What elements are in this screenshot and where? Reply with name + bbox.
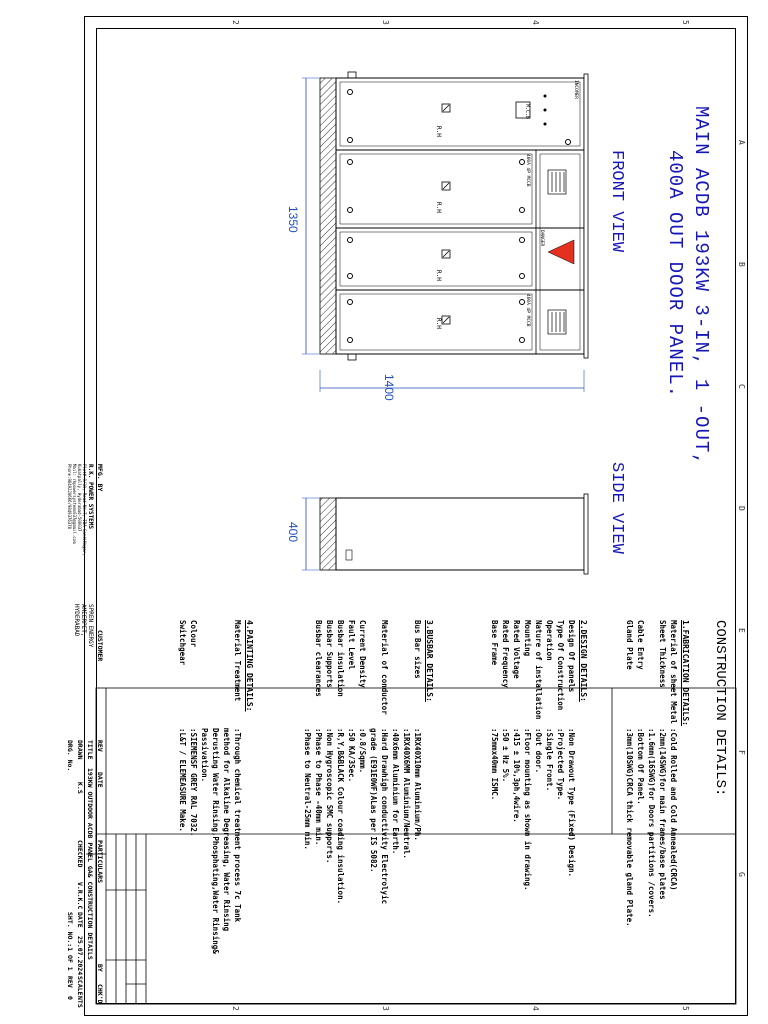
width-dimension: 1400 — [382, 374, 396, 401]
incomer-label: INCOMER — [573, 80, 578, 99]
spec-label: Base Frame — [490, 620, 499, 666]
customer-line: AMEERPET, — [80, 604, 87, 637]
rev-label: REV — [66, 976, 74, 988]
spec-value: Passivation. — [200, 728, 209, 783]
spec-value: :2mm(14SWG)for main frames/base plates — [658, 728, 667, 900]
title-label: TITLE — [86, 740, 94, 760]
rev-header: BY — [96, 964, 104, 972]
drawn-value: K.S — [76, 782, 84, 794]
rev-header: DATE — [96, 772, 104, 788]
spec-label: Rated Voltage — [512, 620, 521, 679]
drawn-label: DRAWN — [76, 740, 84, 760]
rev-header: REV — [96, 740, 104, 752]
mccb-label: 400A 4P MCCB — [525, 154, 530, 187]
checked-label: CHECKED — [76, 840, 84, 868]
customer-line: SPREN ENERGY — [87, 604, 94, 648]
spec-label: Sheet Thickness — [658, 620, 667, 688]
sheet-number: SHT. NO.:1 OF 1 — [66, 912, 74, 971]
construction-heading: CONSTRUCTION DETAILS: — [712, 620, 728, 797]
fabrication-heading: 1.FABRICATION DETAILS: — [681, 620, 690, 726]
spec-value: :Non Hygroscopic SMC supports. — [325, 728, 334, 864]
side-view-label: SIDE VIEW — [607, 462, 626, 554]
front-view-label: FRONT VIEW — [607, 150, 626, 253]
grid-number: 5 — [681, 1006, 690, 1011]
drawing-title-line-2: 400A OUT DOOR PANEL. — [664, 150, 686, 399]
grid-letter: G — [737, 872, 746, 877]
spec-value: :Floor mounting as shown in drawing. — [523, 728, 532, 891]
depth-dimension: 400 — [286, 522, 300, 543]
spec-label: Colour — [189, 620, 198, 648]
side-panel-body — [336, 498, 584, 570]
spec-label: Material Treatment — [233, 620, 242, 702]
spec-label: Busbar Supports — [325, 620, 334, 688]
painting-heading: 4.PAINTING DETAILS: — [245, 620, 254, 712]
front-panel-body — [336, 78, 584, 354]
spec-value: :Bottom Of Panel. — [636, 728, 645, 805]
spec-label: Operation — [545, 620, 554, 661]
spec-value: :L&T / ELEMEASURE Make. — [178, 728, 187, 832]
spec-label: Switchgear — [178, 620, 187, 666]
mfg-line: Phone:9849220666/9849376378 — [67, 464, 72, 530]
spec-label: Gland Plate — [625, 620, 634, 670]
customer-line: HYDERABAD — [73, 604, 80, 637]
scale-value: NTS — [76, 996, 84, 1008]
grid-letter: B — [737, 262, 746, 267]
mccb-label: 400A 4P MCCB — [525, 294, 530, 327]
grid-number: 2 — [231, 20, 240, 25]
spec-label: Cable Entry — [636, 620, 645, 670]
grid-letter: E — [737, 628, 746, 633]
spec-value: :50 ± Hz 5%. — [501, 728, 510, 783]
grid-number: 5 — [681, 20, 690, 25]
spec-value: :Projected Type. — [556, 728, 565, 801]
checked-value: V.R.K.C — [76, 882, 84, 910]
spec-value: :50 KA/3Sec. — [347, 728, 356, 783]
grid-letter: C — [737, 384, 746, 389]
rh-label: R.H — [435, 126, 442, 137]
front-panel-roof — [584, 74, 588, 358]
busbar-heading: 3.BUSBAR DETAILS: — [425, 620, 434, 702]
spec-label: Type Of Construction — [556, 620, 565, 711]
rh-label: R.H — [435, 270, 442, 281]
spec-value: method for Alkaline Degreasing, Water Rinsing — [222, 728, 231, 932]
rev-header: PARTICULARS — [96, 840, 104, 884]
spec-value: :75mmx40mm ISMC. — [490, 728, 499, 801]
mcb-label: M.C.B — [524, 104, 530, 120]
spec-value: :Hard Drawhigh conductivity Electrolyic — [380, 728, 389, 905]
spec-label: Current Density — [358, 620, 367, 688]
spec-value: Derusting Water Rinsing,Phosphating,Water Rinsing& — [211, 728, 220, 954]
spec-value: :1.6mm(16SWG)for Doors partitions /covers. — [647, 728, 656, 918]
scale-label: SCALE — [76, 976, 84, 996]
spec-label: Design Of panels — [567, 620, 576, 693]
spec-label: Bus Bar sizes — [413, 620, 422, 679]
rev-header: CHK'D — [96, 984, 104, 1004]
grid-number: 2 — [231, 1006, 240, 1011]
drawing-title-line-1: MAIN ACDB 193KW 3-IN, 1 -OUT, — [690, 106, 712, 466]
spec-label: Mounting — [523, 620, 532, 657]
side-base-frame — [320, 498, 336, 570]
spec-label: Material of conductor — [380, 620, 389, 715]
spec-value: :40x6mm Aluminium for Earth. — [391, 728, 400, 855]
spec-label: Busbar insulation — [336, 620, 345, 697]
drg-label: DRG. No. — [66, 740, 74, 772]
danger-label: DANGER — [539, 230, 544, 247]
title-value: 193KW OUTDOOR ACDB PANEL GA& CONSTRUCTION DETAILS — [86, 768, 94, 960]
grid-number: 4 — [531, 20, 540, 25]
spec-value: :415 ± 10%,3ph,4wire. — [512, 728, 521, 823]
mfg-line: R.K. POWER SYSTEMS — [87, 464, 94, 530]
spec-value: :Cold Rolled and Cold Annealed(CRCA) — [669, 728, 678, 891]
date-label: DATE — [76, 912, 84, 928]
rh-label: R.H — [435, 318, 442, 329]
spec-value: :Out door. — [534, 728, 543, 774]
spec-label: Nature of installation — [534, 620, 543, 720]
customer-label: CUSTOMER — [96, 630, 104, 662]
mfg-line: Plot# 9/3A, Road No.7, IDA GandiNagar, — [82, 464, 87, 556]
spec-value: :Single Front. — [545, 728, 554, 792]
spec-value: :R,Y,B&BLACK Colour coading insulation. — [336, 728, 345, 905]
mfg-line: Kukatpally, Hyderabad-500037 — [77, 464, 82, 532]
grid-letter: D — [737, 506, 746, 511]
grid-letter: A — [737, 140, 746, 145]
grid-number: 3 — [381, 20, 390, 25]
height-dimension: 1350 — [286, 206, 300, 233]
rh-label: R.H — [435, 202, 442, 213]
spec-label: Busbar clearances — [314, 620, 323, 697]
spec-value: :Through chemical treatment process 7c Tank — [233, 728, 242, 923]
grid-number: 4 — [531, 1006, 540, 1011]
spec-value: :3mm(10SWG)CRCA thick removable gland Plate. — [625, 728, 634, 927]
grid-number: 3 — [381, 1006, 390, 1011]
grid-letter: F — [737, 750, 746, 755]
spec-value: :1RX40X10mm Aluminium/Ph. — [413, 728, 422, 841]
mfg-by-label: MFG. BY — [96, 464, 104, 492]
spec-label: Rated Frequency — [501, 620, 510, 688]
design-heading: 2.DESIGN DETAILS: — [579, 620, 588, 702]
spec-value: :SIEMENSF GREY RAL 7032. — [189, 728, 198, 837]
spec-value: :Non Drawout Type (Fixed) Design. — [567, 728, 576, 878]
rev-value: 0 — [66, 996, 74, 1000]
spec-value: grade (E91E0WF)ALas per IS 5082. — [369, 728, 378, 873]
spec-label: Fault Level — [347, 620, 356, 670]
spec-value: :0.8/Sqmm. — [358, 728, 367, 774]
spec-label: Material of sheet Metal — [669, 620, 678, 724]
spec-value: :1RX40X6MM Aluminium/Neutral. — [402, 728, 411, 859]
front-base-frame — [320, 78, 336, 354]
spec-value: :Phase to Phase -40mm min. — [314, 728, 323, 846]
mfg-line: Mail: rkpowersystems037@gmail.com — [72, 464, 77, 544]
spec-value: :Phase to Neutral-25mm min. — [303, 728, 312, 850]
date-value: 25.07.2024 — [76, 936, 84, 976]
